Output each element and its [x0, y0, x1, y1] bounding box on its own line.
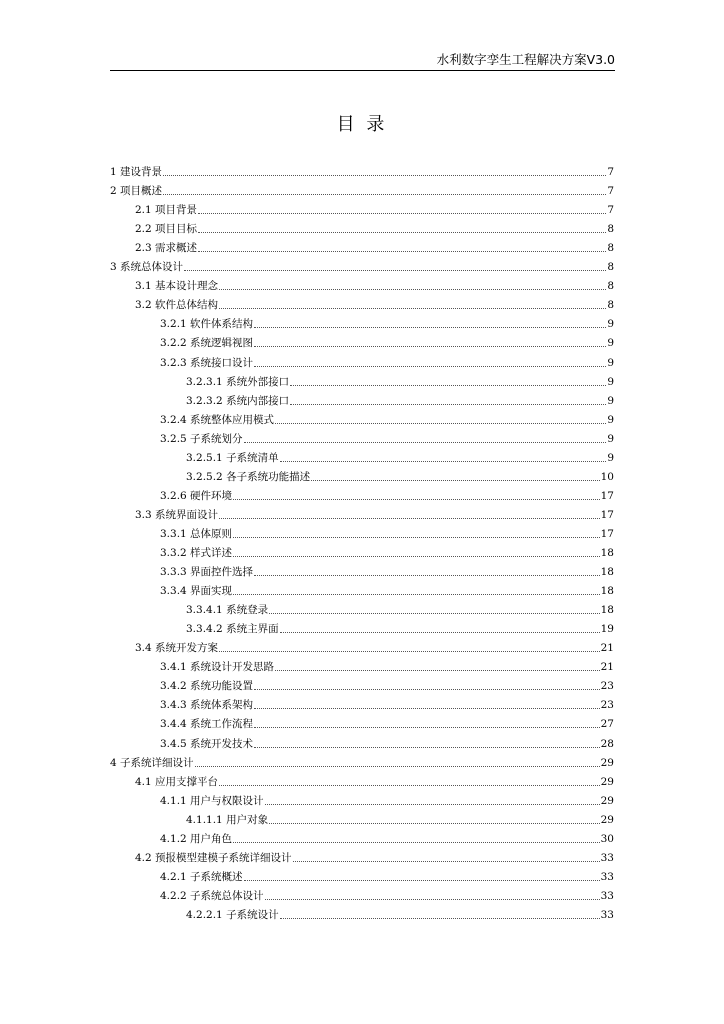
toc-entry[interactable]	[160, 717, 614, 731]
toc-entry[interactable]	[160, 489, 614, 503]
toc-entry[interactable]	[186, 622, 614, 636]
toc-entry-label: 3.2.5.1 子系统清单	[186, 451, 279, 464]
toc-dot-leader	[275, 423, 606, 424]
toc-entry[interactable]	[135, 298, 614, 312]
toc-entry-label: 3.3.3 界面控件选择	[160, 566, 254, 579]
toc-dot-leader	[244, 880, 600, 881]
toc-entry[interactable]	[160, 584, 614, 598]
toc-entry-label: 4.1 应用支撑平台	[135, 775, 219, 788]
toc-dot-leader	[219, 308, 606, 309]
toc-entry-page-number: 8	[607, 242, 614, 255]
toc-entry-page-number: 18	[600, 585, 614, 598]
toc-entry-label: 3.3.4.2 系统主界面	[186, 623, 279, 636]
toc-entry-label: 3.4.4 系统工作流程	[160, 718, 254, 731]
toc-entry-page-number: 29	[600, 794, 614, 807]
toc-entry-page-number: 9	[607, 394, 614, 407]
toc-entry-page-number: 30	[600, 832, 614, 845]
toc-entry-page-number: 17	[600, 508, 614, 521]
toc-entry-page-number: 9	[607, 413, 614, 426]
toc-dot-leader	[269, 613, 600, 614]
toc-dot-leader	[254, 708, 600, 709]
toc-entry[interactable]	[186, 451, 614, 465]
toc-entry-page-number: 21	[600, 642, 614, 655]
toc-dot-leader	[254, 727, 600, 728]
toc-entry-page-number: 33	[600, 908, 614, 921]
toc-entry[interactable]	[160, 432, 614, 446]
toc-entry-page-number: 8	[607, 299, 614, 312]
toc-dot-leader	[184, 270, 606, 271]
toc-entry-page-number: 8	[607, 223, 614, 236]
toc-dot-leader	[275, 670, 600, 671]
toc-dot-leader	[269, 823, 600, 824]
toc-entry[interactable]	[110, 184, 614, 198]
toc-entry-page-number: 29	[600, 775, 614, 788]
toc-dot-leader	[163, 194, 606, 195]
toc-entry-label: 4.2.1 子系统概述	[160, 870, 243, 883]
toc-entry-label: 3.4.5 系统开发技术	[160, 737, 254, 750]
toc-dot-leader	[233, 499, 600, 500]
toc-dot-leader	[254, 747, 600, 748]
toc-entry-label: 3.3.1 总体原则	[160, 527, 233, 540]
toc-dot-leader	[280, 632, 600, 633]
toc-dot-leader	[265, 899, 600, 900]
toc-entry-page-number: 17	[600, 527, 614, 540]
toc-dot-leader	[280, 918, 600, 919]
toc-entry-page-number: 19	[600, 623, 614, 636]
toc-entry-label: 3.4.1 系统设计开发思路	[160, 661, 275, 674]
toc-entry[interactable]	[135, 203, 614, 217]
toc-entry-label: 3.2.1 软件体系结构	[160, 318, 254, 331]
toc-dot-leader	[280, 461, 607, 462]
toc-entry[interactable]	[160, 527, 614, 541]
toc-entry-label: 4.1.2 用户角色	[160, 832, 233, 845]
toc-entry[interactable]	[160, 794, 614, 808]
toc-dot-leader	[198, 232, 606, 233]
toc-entry-page-number: 9	[607, 318, 614, 331]
toc-dot-leader	[290, 385, 606, 386]
toc-dot-leader	[195, 766, 600, 767]
toc-entry[interactable]	[186, 813, 614, 827]
toc-entry[interactable]	[160, 679, 614, 693]
toc-entry-page-number: 8	[607, 280, 614, 293]
toc-entry-page-number: 18	[600, 566, 614, 579]
toc-entry-label: 3.4 系统开发方案	[135, 642, 219, 655]
toc-entry-page-number: 33	[600, 889, 614, 902]
toc-dot-leader	[233, 842, 600, 843]
toc-entry-page-number: 18	[600, 604, 614, 617]
toc-entry[interactable]	[135, 851, 614, 865]
toc-entry-label: 2.1 项目背景	[135, 204, 198, 217]
toc-dot-leader	[198, 213, 606, 214]
toc-entry[interactable]	[160, 737, 614, 751]
toc-entry[interactable]	[135, 641, 614, 655]
toc-entry[interactable]	[186, 603, 614, 617]
toc-dot-leader	[233, 537, 600, 538]
toc-entry-label: 3.2.3.2 系统内部接口	[186, 394, 290, 407]
toc-entry-page-number: 9	[607, 375, 614, 388]
toc-entry[interactable]	[110, 165, 614, 179]
toc-entry-label: 4.2.2.1 子系统设计	[186, 908, 279, 921]
toc-entry-page-number: 9	[607, 337, 614, 350]
toc-entry-label: 3.2.2 系统逻辑视图	[160, 337, 254, 350]
toc-dot-leader	[219, 289, 606, 290]
toc-dot-leader	[290, 404, 606, 405]
toc-entry[interactable]	[110, 756, 614, 770]
toc-dot-leader	[163, 175, 606, 176]
page-header-title: 水利数字孪生工程解决方案V3.0	[436, 52, 615, 67]
toc-entry[interactable]	[186, 470, 614, 484]
toc-dot-leader	[254, 689, 600, 690]
header-rule	[110, 70, 615, 71]
toc-entry-label: 3.2.3.1 系统外部接口	[186, 375, 290, 388]
toc-entry-page-number: 23	[600, 680, 614, 693]
toc-dot-leader	[219, 785, 600, 786]
toc-dot-leader	[265, 804, 600, 805]
toc-entry[interactable]	[135, 241, 614, 255]
toc-entry-page-number: 18	[600, 547, 614, 559]
toc-entry-label: 2.3 需求概述	[135, 242, 198, 255]
toc-entry-label: 3.3 系统界面设计	[135, 508, 219, 521]
toc-entry[interactable]	[160, 317, 614, 331]
toc-entry[interactable]	[135, 508, 614, 522]
toc-entry-label: 4.2.2 子系统总体设计	[160, 889, 264, 902]
toc-dot-leader	[219, 651, 600, 652]
toc-entry[interactable]	[160, 698, 614, 712]
toc-dot-leader	[244, 442, 607, 443]
toc-entry-page-number: 9	[607, 451, 614, 464]
toc-entry-label: 4.1.1.1 用户对象	[186, 813, 269, 826]
toc-entry-label: 2.2 项目目标	[135, 223, 198, 236]
toc-entry-page-number: 9	[607, 432, 614, 445]
toc-entry[interactable]	[160, 336, 614, 350]
toc-entry-page-number: 21	[600, 661, 614, 674]
toc-dot-leader	[233, 556, 600, 557]
toc-dot-leader	[311, 480, 600, 481]
toc-entry-page-number: 7	[607, 204, 614, 217]
toc-entry-page-number: 9	[607, 356, 614, 369]
toc-entry-page-number: 29	[600, 756, 614, 769]
toc-entry[interactable]	[110, 260, 614, 274]
toc-entry-label: 3.3.2 样式详述	[160, 547, 233, 559]
toc-dot-leader	[254, 366, 606, 367]
toc-entry[interactable]	[160, 356, 614, 370]
toc-entry-page-number: 8	[607, 261, 614, 274]
toc-entry[interactable]	[135, 775, 614, 789]
toc-entry-label: 3.2.3 系统接口设计	[160, 356, 254, 369]
toc-entry[interactable]	[160, 413, 614, 427]
toc-dot-leader	[254, 575, 600, 576]
toc-entry[interactable]	[160, 565, 614, 579]
toc-entry-label: 3.4.3 系统体系架构	[160, 699, 254, 712]
toc-entry[interactable]	[160, 832, 614, 846]
toc-entry-page-number: 17	[600, 489, 614, 502]
toc-entry-label: 3.2 软件总体结构	[135, 299, 219, 312]
toc-entry-label: 1 建设背景	[110, 166, 163, 178]
toc-entry[interactable]	[135, 279, 614, 293]
toc-entry-page-number: 7	[607, 166, 614, 178]
toc-dot-leader	[219, 518, 600, 519]
toc-dot-leader	[198, 251, 606, 252]
toc-entry-page-number: 10	[600, 470, 614, 483]
toc-entry-label: 2 项目概述	[110, 185, 163, 198]
toc-entry-label: 3.2.5.2 各子系统功能描述	[186, 470, 311, 483]
toc-dot-leader	[254, 346, 606, 347]
toc-entry[interactable]	[135, 222, 614, 236]
toc-entry[interactable]	[160, 546, 614, 560]
toc-entry-label: 3.4.2 系统功能设置	[160, 680, 254, 693]
toc-entry[interactable]	[160, 889, 614, 903]
toc-entry-label: 3.2.6 硬件环境	[160, 489, 233, 502]
toc-entry-label: 3.2.5 子系统划分	[160, 432, 243, 445]
toc-entry[interactable]	[160, 870, 614, 884]
toc-entry-label: 4.2 预报模型建模子系统详细设计	[135, 851, 292, 864]
toc-entry-page-number: 29	[600, 813, 614, 826]
toc-entry[interactable]	[186, 375, 614, 389]
toc-entry-label: 4.1.1 用户与权限设计	[160, 794, 264, 807]
toc-entry-page-number: 27	[600, 718, 614, 731]
toc-entry-page-number: 23	[600, 699, 614, 712]
toc-entry-label: 3.1 基本设计理念	[135, 280, 219, 293]
toc-entry-page-number: 7	[607, 185, 614, 198]
toc-entry[interactable]	[186, 394, 614, 408]
toc-entry-label: 3.3.4.1 系统登录	[186, 604, 269, 617]
toc-title: 目 录	[336, 114, 388, 135]
toc-entry[interactable]	[160, 660, 614, 674]
toc-entry-label: 3.2.4 系统整体应用模式	[160, 413, 275, 426]
toc-entry-page-number: 33	[600, 851, 614, 864]
toc-dot-leader	[254, 327, 606, 328]
toc-entry-label: 4 子系统详细设计	[110, 756, 194, 769]
toc-entry[interactable]	[186, 908, 614, 922]
toc-entry-label: 3.3.4 界面实现	[160, 585, 233, 598]
toc-dot-leader	[233, 594, 600, 595]
toc-dot-leader	[293, 861, 600, 862]
toc-entry-label: 3 系统总体设计	[110, 261, 184, 274]
toc-entry-page-number: 33	[600, 870, 614, 883]
toc-entry-page-number: 28	[600, 737, 614, 750]
